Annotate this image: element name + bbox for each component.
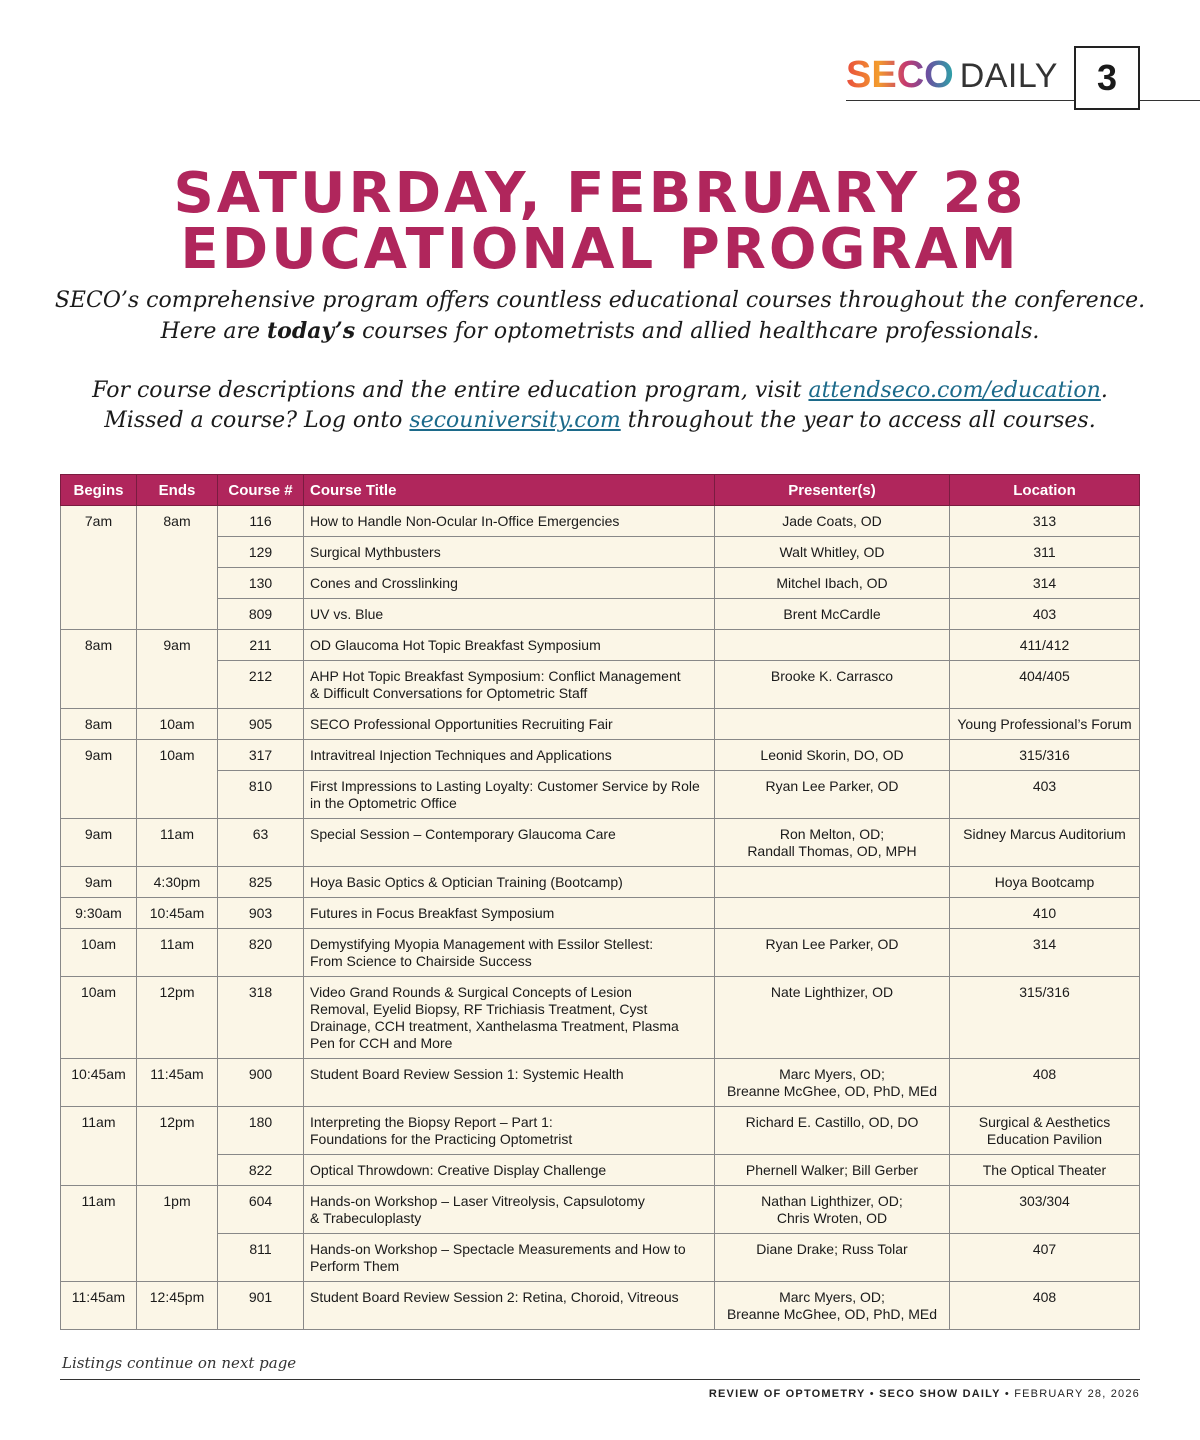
course-title-line: Video Grand Rounds & Surgical Concepts of Lesion (310, 984, 632, 1000)
course-title-cell (304, 740, 715, 771)
table-row (61, 819, 1140, 867)
table-row (61, 537, 1140, 568)
col-header-ends: Ends (137, 475, 218, 506)
course-title-line: Pen for CCH and More (310, 1035, 453, 1051)
presenters-cell (715, 709, 950, 740)
footer-rule (60, 1379, 1140, 1380)
presenters-cell (715, 819, 950, 867)
presenter-line: Breanne McGhee, OD, PhD, MEd (726, 1306, 938, 1322)
course-number-cell: 822 (218, 1155, 304, 1186)
presenter-line: Nathan Lighthizer, OD; (761, 1193, 903, 1209)
location-line: Hoya Bootcamp (994, 874, 1095, 890)
ends-cell: 10:45am (137, 898, 218, 929)
presenter-line: Ryan Lee Parker, OD (765, 936, 899, 952)
visit-line-2 (0, 406, 1200, 436)
ends-cell: 12pm (137, 1107, 218, 1186)
location-cell (950, 1186, 1140, 1234)
begins-cell: 8am (61, 709, 137, 740)
presenters-cell (715, 1282, 950, 1330)
course-title-cell (304, 506, 715, 537)
course-title-cell (304, 661, 715, 709)
course-title-line: Drainage, CCH treatment, Xanthelasma Treatment, Plasma (310, 1018, 679, 1034)
table-row (61, 661, 1140, 709)
location-cell (950, 740, 1140, 771)
presenter-line: Phernell Walker; Bill Gerber (745, 1162, 919, 1178)
table-row (61, 599, 1140, 630)
presenters-cell (715, 740, 950, 771)
course-number-cell: 905 (218, 709, 304, 740)
course-number-cell: 604 (218, 1186, 304, 1234)
table-row (61, 740, 1140, 771)
begins-cell: 10am (61, 929, 137, 977)
presenters-cell (715, 929, 950, 977)
course-title-line: UV vs. Blue (310, 606, 384, 622)
course-title-line: Hoya Basic Optics & Optician Training (Bootcamp) (310, 874, 623, 890)
ends-cell: 11:45am (137, 1059, 218, 1107)
begins-cell: 10am (61, 977, 137, 1059)
attendseco-link[interactable]: attendseco.com/education (808, 378, 1101, 403)
course-title-line: Removal, Eyelid Biopsy, RF Trichiasis Treatment, Cyst (310, 1001, 648, 1017)
table-row (61, 568, 1140, 599)
course-number-cell: 130 (218, 568, 304, 599)
presenters-cell (715, 771, 950, 819)
table-row (61, 630, 1140, 661)
course-number-cell: 809 (218, 599, 304, 630)
course-title-line: Demystifying Myopia Management with Essilor Stellest: (310, 936, 654, 952)
presenter-line: Randall Thomas, OD, MPH (747, 843, 917, 859)
course-title-line: Interpreting the Biopsy Report – Part 1: (310, 1114, 553, 1130)
course-title-cell (304, 568, 715, 599)
footer-pub-2: SECO SHOW DAILY (879, 1388, 1001, 1400)
course-title-cell (304, 771, 715, 819)
location-cell (950, 898, 1140, 929)
page-title (0, 161, 1200, 282)
location-cell (950, 819, 1140, 867)
location-line: Education Pavilion (986, 1131, 1103, 1147)
logo-seco-text: SECO (846, 54, 954, 96)
course-number-cell: 820 (218, 929, 304, 977)
logo-daily-text: DAILY (959, 57, 1058, 95)
table-row (61, 506, 1140, 537)
program-table (60, 474, 1140, 1330)
course-title-line: SECO Professional Opportunities Recruiting Fair (310, 716, 613, 732)
location-line: 403 (1032, 778, 1057, 794)
begins-cell: 9am (61, 867, 137, 898)
course-number-cell: 129 (218, 537, 304, 568)
course-number-cell: 903 (218, 898, 304, 929)
course-title-line: & Difficult Conversations for Optometric Staff (310, 685, 588, 701)
presenter-line: Walt Whitley, OD (779, 544, 885, 560)
table-row (61, 1155, 1140, 1186)
location-cell (950, 568, 1140, 599)
location-cell (950, 709, 1140, 740)
ends-cell: 4:30pm (137, 867, 218, 898)
location-line: 404/405 (1019, 668, 1070, 684)
presenter-line: Ron Melton, OD; (779, 826, 885, 842)
presenters-cell (715, 661, 950, 709)
location-cell (950, 929, 1140, 977)
presenters-cell (715, 1107, 950, 1155)
footer-sep-2: • (1004, 1388, 1010, 1400)
visit-text (0, 376, 1200, 436)
location-cell (950, 1059, 1140, 1107)
location-cell (950, 771, 1140, 819)
intro-text (0, 286, 1200, 347)
begins-cell: 10:45am (61, 1059, 137, 1107)
location-line: 313 (1032, 513, 1057, 529)
table-row (61, 1107, 1140, 1155)
page-number: 3 (1074, 46, 1140, 110)
location-line: 410 (1032, 905, 1057, 921)
location-cell (950, 1107, 1140, 1155)
course-title-cell (304, 898, 715, 929)
location-cell (950, 977, 1140, 1059)
header-rule-right (1140, 100, 1200, 101)
table-row (61, 1186, 1140, 1234)
location-line: 314 (1032, 936, 1057, 952)
location-cell (950, 661, 1140, 709)
presenters-cell (715, 1155, 950, 1186)
intro-line-2-post: courses for optometrists and allied healthcare professionals. (355, 319, 1040, 344)
presenters-cell (715, 867, 950, 898)
ends-cell: 12pm (137, 977, 218, 1059)
intro-line-2-bold: today’s (266, 318, 356, 344)
table-row (61, 1282, 1140, 1330)
course-title-line: How to Handle Non-Ocular In-Office Emergencies (310, 513, 620, 529)
course-number-cell: 317 (218, 740, 304, 771)
presenter-line: Brent McCardle (783, 606, 881, 622)
ends-cell: 12:45pm (137, 1282, 218, 1330)
presenters-cell (715, 1186, 950, 1234)
ends-cell: 8am (137, 506, 218, 630)
table-row (61, 709, 1140, 740)
location-line: 303/304 (1019, 1193, 1070, 1209)
presenters-cell (715, 977, 950, 1059)
masthead (846, 44, 1200, 112)
course-number-cell: 811 (218, 1234, 304, 1282)
visit-line-1 (0, 376, 1200, 406)
table-row (61, 929, 1140, 977)
col-header-course: Course # (218, 475, 304, 506)
location-line: Young Professional’s Forum (957, 716, 1132, 732)
course-title-line: & Trabeculoplasty (310, 1210, 422, 1226)
presenters-cell (715, 568, 950, 599)
course-title-line: Student Board Review Session 2: Retina, Choroid, Vitreous (310, 1289, 679, 1305)
begins-cell: 8am (61, 630, 137, 709)
location-cell (950, 599, 1140, 630)
location-cell (950, 1282, 1140, 1330)
presenters-cell (715, 1234, 950, 1282)
location-line: 314 (1032, 575, 1057, 591)
course-title-line: Foundations for the Practicing Optometrist (310, 1131, 573, 1147)
presenters-cell (715, 537, 950, 568)
seco-daily-logo (846, 54, 1058, 97)
footer-pub-1: REVIEW OF OPTOMETRY (708, 1388, 866, 1400)
table-header-row (61, 475, 1140, 506)
col-header-begins: Begins (61, 475, 137, 506)
location-line: The Optical Theater (982, 1162, 1107, 1178)
location-cell (950, 506, 1140, 537)
course-title-line: Hands-on Workshop – Laser Vitreolysis, Capsulotomy (310, 1193, 645, 1209)
footer-date: FEBRUARY 28, 2026 (1014, 1388, 1140, 1400)
location-cell (950, 1155, 1140, 1186)
begins-cell: 9am (61, 740, 137, 819)
course-title-cell (304, 537, 715, 568)
course-title-cell (304, 1282, 715, 1330)
program-table-body (61, 506, 1140, 1330)
footer-sep-1: • (869, 1388, 875, 1400)
location-line: 403 (1032, 606, 1057, 622)
course-title-cell (304, 709, 715, 740)
presenters-cell (715, 506, 950, 537)
course-title-cell (304, 929, 715, 977)
begins-cell: 7am (61, 506, 137, 630)
course-number-cell: 901 (218, 1282, 304, 1330)
begins-cell: 11am (61, 1186, 137, 1282)
col-header-location: Location (950, 475, 1140, 506)
course-title-line: Hands-on Workshop – Spectacle Measurements and How to (310, 1241, 686, 1257)
course-title-line: Futures in Focus Breakfast Symposium (310, 905, 555, 921)
presenter-line: Marc Myers, OD; (779, 1289, 885, 1305)
col-header-presenters: Presenter(s) (715, 475, 950, 506)
presenters-cell (715, 898, 950, 929)
location-cell (950, 537, 1140, 568)
table-row (61, 867, 1140, 898)
presenters-cell (715, 1059, 950, 1107)
location-line: 408 (1032, 1289, 1057, 1305)
course-title-line: Cones and Crosslinking (310, 575, 458, 591)
ends-cell: 11am (137, 819, 218, 867)
ends-cell: 9am (137, 630, 218, 709)
course-title-cell (304, 1107, 715, 1155)
presenter-line: Marc Myers, OD; (779, 1066, 885, 1082)
course-title-line: Optical Throwdown: Creative Display Challenge (310, 1162, 607, 1178)
visit-line-1-post: . (1100, 378, 1108, 403)
visit-line-2-pre: Missed a course? Log onto (104, 408, 410, 433)
presenter-line: Leonid Skorin, DO, OD (760, 747, 904, 763)
course-title-line: Perform Them (310, 1258, 400, 1274)
ends-cell: 1pm (137, 1186, 218, 1282)
table-row (61, 1234, 1140, 1282)
course-title-line: in the Optometric Office (310, 795, 457, 811)
location-line: Sidney Marcus Auditorium (963, 826, 1126, 842)
presenter-line: Richard E. Castillo, OD, DO (745, 1114, 919, 1130)
course-number-cell: 180 (218, 1107, 304, 1155)
location-line: 311 (1033, 544, 1056, 560)
presenter-line: Diane Drake; Russ Tolar (756, 1241, 908, 1257)
ends-cell: 10am (137, 709, 218, 740)
visit-line-1-pre: For course descriptions and the entire education program, visit (92, 378, 809, 403)
presenter-line: Jade Coats, OD (782, 513, 882, 529)
begins-cell: 9am (61, 819, 137, 867)
visit-line-2-post: throughout the year to access all courses. (620, 408, 1096, 433)
course-number-cell: 825 (218, 867, 304, 898)
course-title-cell (304, 867, 715, 898)
course-title-cell (304, 1155, 715, 1186)
presenter-line: Brooke K. Carrasco (770, 668, 894, 684)
presenter-line: Ryan Lee Parker, OD (765, 778, 899, 794)
course-title-line: Special Session – Contemporary Glaucoma Care (310, 826, 616, 842)
table-row (61, 771, 1140, 819)
course-number-cell: 810 (218, 771, 304, 819)
presenter-line: Nate Lighthizer, OD (770, 984, 894, 1000)
course-title-line: First Impressions to Lasting Loyalty: Customer Service by Role (310, 778, 700, 794)
location-cell (950, 630, 1140, 661)
course-number-cell: 318 (218, 977, 304, 1059)
course-title-cell (304, 977, 715, 1059)
intro-line-2 (0, 316, 1200, 347)
course-title-cell (304, 1059, 715, 1107)
begins-cell: 11am (61, 1107, 137, 1186)
course-title-cell (304, 1186, 715, 1234)
begins-cell: 9:30am (61, 898, 137, 929)
location-line: 315/316 (1019, 747, 1070, 763)
location-line: Surgical & Aesthetics (978, 1114, 1111, 1130)
course-title-cell (304, 599, 715, 630)
presenter-line: Mitchel Ibach, OD (776, 575, 888, 591)
course-title-cell (304, 819, 715, 867)
title-line-2: EDUCATIONAL PROGRAM (180, 217, 1020, 282)
intro-line-2-pre: Here are (160, 319, 267, 344)
location-line: 408 (1032, 1066, 1057, 1082)
course-number-cell: 900 (218, 1059, 304, 1107)
course-title-line: From Science to Chairside Success (310, 953, 532, 969)
begins-cell: 11:45am (61, 1282, 137, 1330)
presenter-line: Chris Wroten, OD (776, 1210, 888, 1226)
location-cell (950, 867, 1140, 898)
course-title-cell (304, 1234, 715, 1282)
table-row (61, 898, 1140, 929)
presenters-cell (715, 599, 950, 630)
intro-line-1: SECO’s comprehensive program offers countless educational courses throughout the conference. (54, 288, 1146, 313)
ends-cell: 11am (137, 929, 218, 977)
course-number-cell: 212 (218, 661, 304, 709)
location-line: 315/316 (1019, 984, 1070, 1000)
continue-note: Listings continue on next page (62, 1354, 297, 1372)
ends-cell: 10am (137, 740, 218, 819)
presenters-cell (715, 630, 950, 661)
location-line: 411/412 (1019, 637, 1070, 653)
col-header-title: Course Title (304, 475, 715, 506)
title-line-1: SATURDAY, FEBRUARY 28 (173, 161, 1027, 226)
course-title-line: Student Board Review Session 1: Systemic Health (310, 1066, 624, 1082)
header-rule (846, 100, 1074, 101)
course-title-cell (304, 630, 715, 661)
table-row (61, 977, 1140, 1059)
course-title-line: AHP Hot Topic Breakfast Symposium: Conflict Management (310, 668, 681, 684)
course-number-cell: 116 (218, 506, 304, 537)
course-title-line: Surgical Mythbusters (310, 544, 441, 560)
secouniversity-link[interactable]: secouniversity.com (409, 408, 621, 433)
presenter-line: Breanne McGhee, OD, PhD, MEd (726, 1083, 938, 1099)
course-number-cell: 63 (218, 819, 304, 867)
course-number-cell: 211 (218, 630, 304, 661)
location-cell (950, 1234, 1140, 1282)
course-title-line: OD Glaucoma Hot Topic Breakfast Symposium (310, 637, 601, 653)
location-line: 407 (1032, 1241, 1057, 1257)
table-row (61, 1059, 1140, 1107)
page-footer (709, 1388, 1140, 1400)
course-title-line: Intravitreal Injection Techniques and Applications (310, 747, 612, 763)
